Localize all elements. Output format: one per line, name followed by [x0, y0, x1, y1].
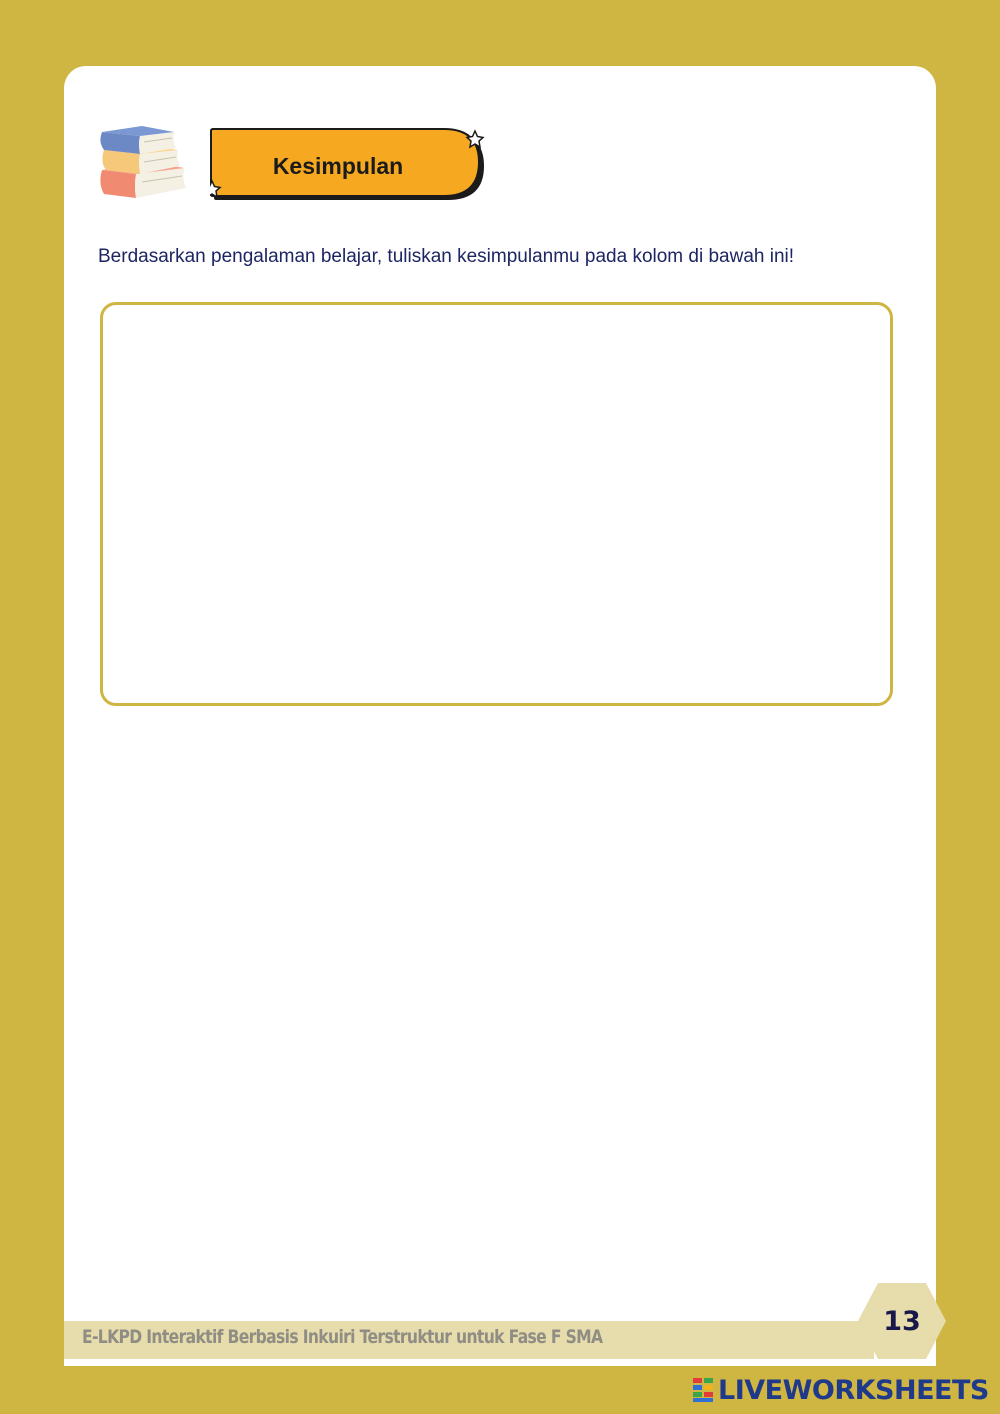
footer-title: E-LKPD Interaktif Berbasis Inkuiri Terstruktur untuk Fase F SMA [82, 1326, 603, 1348]
instruction-text: Berdasarkan pengalaman belajar, tuliskan kesimpulanmu pada kolom di bawah ini! [98, 246, 795, 267]
page-number: 13 [883, 1305, 921, 1337]
liveworksheets-logo-icon [692, 1377, 714, 1403]
liveworksheets-logo-text: LIVEWORKSHEETS [718, 1374, 989, 1406]
books-stack-icon [96, 126, 188, 202]
liveworksheets-logo[interactable] [692, 1374, 989, 1406]
section-title: Kesimpulan [272, 152, 404, 179]
conclusion-answer-box[interactable] [100, 302, 893, 706]
